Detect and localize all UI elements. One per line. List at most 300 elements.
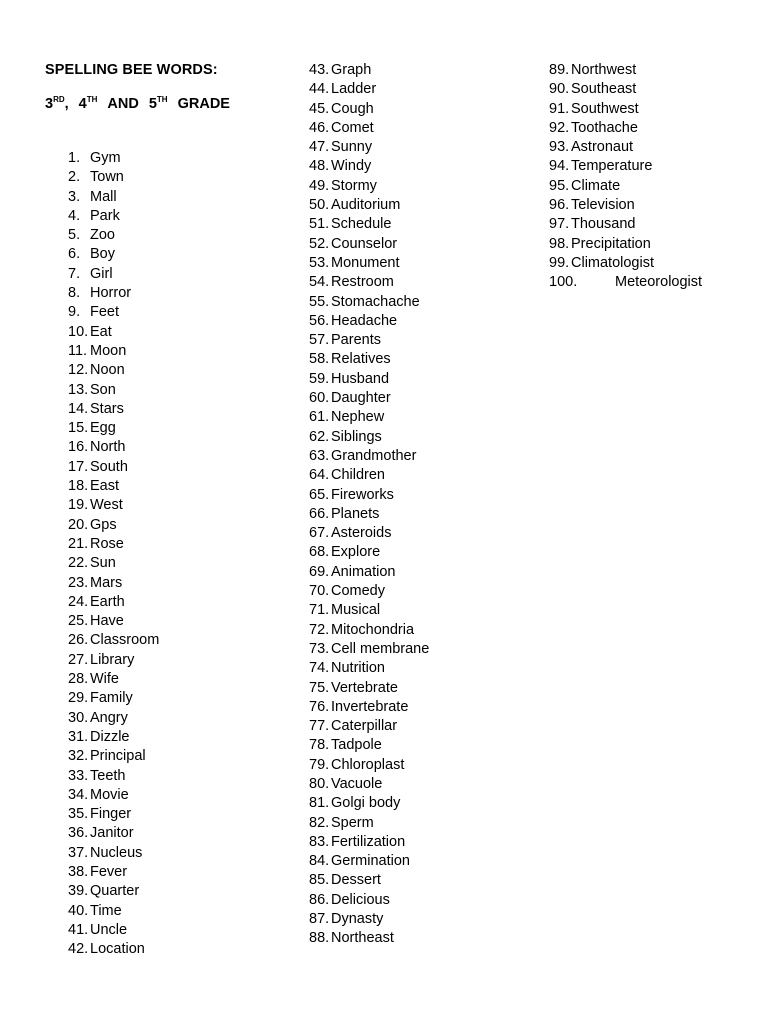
item-number: 78. — [309, 737, 330, 754]
spelling-word: Movie — [90, 786, 129, 803]
list-item — [68, 805, 159, 824]
item-number: 72. — [309, 621, 330, 638]
grade-heading — [45, 96, 230, 112]
item-number: 73. — [309, 640, 330, 657]
item-number: 21. — [68, 535, 89, 552]
list-item — [309, 929, 429, 948]
spelling-word: Horror — [90, 285, 132, 302]
item-number: 88. — [309, 930, 330, 947]
list-item — [309, 293, 429, 312]
spelling-word: Mars — [90, 574, 123, 591]
list-item — [309, 408, 429, 427]
spelling-word: Mall — [90, 188, 117, 205]
list-item — [68, 709, 159, 728]
item-number: 35. — [68, 806, 89, 823]
item-number: 13. — [68, 381, 89, 398]
item-number: 82. — [309, 814, 330, 831]
spelling-word: Nephew — [331, 409, 385, 426]
item-number: 65. — [309, 486, 330, 503]
item-number: 54. — [309, 274, 330, 291]
item-number: 49. — [309, 177, 330, 194]
item-number: 79. — [309, 756, 330, 773]
item-number: 32. — [68, 748, 89, 765]
list-item — [68, 149, 159, 168]
list-item — [549, 177, 702, 196]
list-item — [309, 447, 429, 466]
spelling-word: Rose — [90, 535, 124, 552]
item-number: 59. — [309, 370, 330, 387]
spelling-word: Climate — [571, 177, 621, 194]
list-item — [549, 80, 702, 99]
spelling-word: Relatives — [331, 351, 391, 368]
item-number: 4. — [68, 207, 81, 224]
spelling-word: Animation — [331, 563, 396, 580]
list-item — [309, 331, 429, 350]
grade-4: 4 — [78, 96, 87, 112]
spelling-word: Fireworks — [331, 486, 394, 503]
spelling-word: Northeast — [331, 930, 394, 947]
item-number: 38. — [68, 863, 89, 880]
grade-4-suffix: TH — [86, 95, 98, 104]
item-number: 45. — [309, 100, 330, 117]
item-number: 28. — [68, 671, 89, 688]
grade-separator: , — [64, 96, 69, 112]
list-item — [309, 871, 429, 890]
item-number: 67. — [309, 525, 330, 542]
item-number: 40. — [68, 902, 89, 919]
spelling-word: Precipitation — [571, 235, 651, 252]
list-item — [309, 505, 429, 524]
spelling-word: Asteroids — [331, 525, 392, 542]
item-number: 77. — [309, 718, 330, 735]
spelling-word: Thousand — [571, 216, 636, 233]
spelling-word: Musical — [331, 602, 381, 619]
list-item — [309, 794, 429, 813]
spelling-word: Invertebrate — [331, 698, 409, 715]
spelling-word: Teeth — [90, 767, 126, 784]
list-item — [549, 254, 702, 273]
item-number: 98. — [549, 235, 570, 252]
item-number: 99. — [549, 254, 570, 271]
item-number: 63. — [309, 447, 330, 464]
item-number: 90. — [549, 81, 570, 98]
item-number: 10. — [68, 323, 89, 340]
item-number: 48. — [309, 158, 330, 175]
list-item — [309, 61, 429, 80]
list-item — [309, 814, 429, 833]
list-item — [309, 717, 429, 736]
spelling-word: Library — [90, 651, 135, 668]
spelling-word: Location — [90, 941, 145, 958]
spelling-word: Mitochondria — [331, 621, 415, 638]
spelling-word: Delicious — [331, 891, 390, 908]
spelling-word: Auditorium — [331, 197, 401, 214]
spelling-word: Chloroplast — [331, 756, 405, 773]
item-number: 100. — [549, 274, 578, 291]
list-item — [309, 80, 429, 99]
list-item — [68, 226, 159, 245]
list-item — [68, 496, 159, 515]
list-item — [549, 157, 702, 176]
spelling-word: Toothache — [571, 119, 638, 136]
item-number: 1. — [68, 150, 81, 166]
item-number: 41. — [68, 921, 89, 938]
spelling-word: Town — [90, 169, 124, 186]
grade-5: 5 — [148, 96, 157, 112]
spelling-word: South — [90, 458, 128, 475]
item-number: 20. — [68, 516, 89, 533]
spelling-word: West — [90, 497, 123, 514]
spelling-word: Comedy — [331, 583, 385, 600]
item-number: 5. — [68, 227, 81, 244]
item-number: 84. — [309, 853, 330, 870]
list-item — [309, 466, 429, 485]
item-number: 25. — [68, 613, 89, 630]
item-number: 55. — [309, 293, 330, 310]
spelling-word: Park — [90, 207, 120, 224]
item-number: 87. — [309, 911, 330, 928]
item-number: 22. — [68, 555, 89, 572]
list-item — [68, 612, 159, 631]
list-item — [309, 698, 429, 717]
spelling-word: Have — [90, 613, 124, 630]
spelling-word: Ladder — [331, 81, 377, 98]
item-number: 47. — [309, 139, 330, 156]
spelling-word: Schedule — [331, 216, 392, 233]
spelling-word: Sperm — [331, 814, 374, 831]
spelling-word: Nucleus — [90, 844, 143, 861]
word-list-column-3 — [549, 61, 702, 293]
spelling-word: Uncle — [90, 921, 128, 938]
list-item — [68, 844, 159, 863]
list-item — [68, 381, 159, 400]
item-number: 66. — [309, 505, 330, 522]
spelling-word: Stars — [90, 400, 124, 417]
item-number: 19. — [68, 497, 89, 514]
spelling-word: Restroom — [331, 274, 394, 291]
item-number: 53. — [309, 254, 330, 271]
spelling-word: Egg — [90, 420, 116, 437]
list-item — [309, 370, 429, 389]
list-item — [309, 177, 429, 196]
item-number: 51. — [309, 216, 330, 233]
item-number: 34. — [68, 786, 89, 803]
spelling-word: Northwest — [571, 62, 637, 78]
list-item — [309, 486, 429, 505]
list-item — [309, 582, 429, 601]
spelling-word: Sunny — [331, 139, 373, 156]
item-number: 96. — [549, 197, 570, 214]
item-number: 74. — [309, 660, 330, 677]
spelling-word: Comet — [331, 119, 374, 136]
item-number: 6. — [68, 246, 81, 263]
spelling-word: Fever — [90, 863, 128, 880]
spelling-word: Children — [331, 467, 385, 484]
list-item — [68, 245, 159, 264]
spelling-word: Vacuole — [331, 775, 383, 792]
item-number: 71. — [309, 602, 330, 619]
spelling-word: Dizzle — [90, 728, 130, 745]
list-item — [309, 100, 429, 119]
list-item — [68, 593, 159, 612]
spelling-word: Dessert — [331, 872, 381, 889]
item-number: 33. — [68, 767, 89, 784]
spelling-word: Caterpillar — [331, 718, 398, 735]
list-item — [309, 428, 429, 447]
item-number: 26. — [68, 632, 89, 649]
list-item — [309, 910, 429, 929]
spelling-word: Gps — [90, 516, 117, 533]
item-number: 85. — [309, 872, 330, 889]
spelling-word: North — [90, 439, 126, 456]
spelling-word: Nutrition — [331, 660, 385, 677]
spelling-word: Monument — [331, 254, 400, 271]
list-item — [68, 863, 159, 882]
list-item — [68, 400, 159, 419]
item-number: 46. — [309, 119, 330, 136]
page-title: SPELLING BEE WORDS: — [45, 62, 218, 78]
item-number: 11. — [68, 342, 88, 359]
list-item — [68, 902, 159, 921]
spelling-word: Zoo — [90, 227, 115, 244]
item-number: 42. — [68, 941, 89, 958]
spelling-word: Noon — [90, 362, 125, 379]
list-item — [68, 361, 159, 380]
item-number: 92. — [549, 119, 570, 136]
spelling-word: Siblings — [331, 428, 382, 445]
list-item — [68, 631, 159, 650]
item-number: 81. — [309, 795, 330, 812]
spelling-word: Southwest — [571, 100, 639, 117]
spelling-word: Family — [90, 690, 133, 707]
item-number: 62. — [309, 428, 330, 445]
list-item — [309, 563, 429, 582]
item-number: 3. — [68, 188, 81, 205]
list-item — [309, 659, 429, 678]
list-item — [309, 350, 429, 369]
item-number: 94. — [549, 158, 570, 175]
item-number: 50. — [309, 197, 330, 214]
spelling-word: Feet — [90, 304, 120, 321]
spelling-word: Wife — [90, 671, 119, 688]
item-number: 43. — [309, 62, 330, 78]
list-item — [68, 438, 159, 457]
list-item — [309, 679, 429, 698]
spelling-word: Dynasty — [331, 911, 384, 928]
item-number: 97. — [549, 216, 570, 233]
spelling-word: Stomachache — [331, 293, 420, 310]
item-number: 44. — [309, 81, 330, 98]
item-number: 58. — [309, 351, 330, 368]
spelling-word: Germination — [331, 853, 410, 870]
item-number: 86. — [309, 891, 330, 908]
item-number: 16. — [68, 439, 89, 456]
item-number: 18. — [68, 478, 89, 495]
spelling-word: Eat — [90, 323, 112, 340]
spelling-word: East — [90, 478, 120, 495]
spelling-word: Graph — [331, 62, 372, 78]
list-item — [68, 284, 159, 303]
list-item — [309, 138, 429, 157]
list-item — [68, 342, 159, 361]
list-item — [68, 516, 159, 535]
list-item — [68, 786, 159, 805]
item-number: 76. — [309, 698, 330, 715]
item-number: 24. — [68, 593, 89, 610]
grade-word: GRADE — [177, 96, 230, 112]
list-item — [309, 543, 429, 562]
spelling-word: Headache — [331, 312, 398, 329]
list-item — [309, 891, 429, 910]
list-item — [309, 312, 429, 331]
grade-and: AND — [107, 96, 139, 112]
item-number: 89. — [549, 62, 570, 78]
item-number: 75. — [309, 679, 330, 696]
spelling-word: Windy — [331, 158, 372, 175]
list-item — [309, 756, 429, 775]
spelling-word: Cell membrane — [331, 640, 430, 657]
spelling-word: Angry — [90, 709, 128, 726]
grade-3: 3 — [45, 96, 54, 112]
list-item — [68, 477, 159, 496]
list-item — [68, 767, 159, 786]
list-item — [68, 303, 159, 322]
list-item — [549, 138, 702, 157]
list-item — [68, 554, 159, 573]
list-item — [68, 882, 159, 901]
list-item — [309, 833, 429, 852]
spelling-word: Time — [90, 902, 122, 919]
spelling-word: Explore — [331, 544, 381, 561]
item-number: 7. — [68, 265, 81, 282]
item-number: 23. — [68, 574, 89, 591]
list-item — [68, 574, 159, 593]
list-item — [309, 601, 429, 620]
item-number: 12. — [68, 362, 89, 379]
list-item — [309, 852, 429, 871]
list-item — [309, 254, 429, 273]
item-number: 83. — [309, 833, 330, 850]
word-list-column-1 — [68, 149, 159, 959]
list-item — [549, 196, 702, 215]
list-item — [68, 458, 159, 477]
spelling-word: Earth — [90, 593, 125, 610]
spelling-word: Television — [571, 197, 635, 214]
list-item — [309, 524, 429, 543]
list-item — [68, 323, 159, 342]
spelling-word: Principal — [90, 748, 146, 765]
item-number: 29. — [68, 690, 89, 707]
item-number: 27. — [68, 651, 89, 668]
item-number: 8. — [68, 285, 81, 302]
list-item — [68, 207, 159, 226]
item-number: 57. — [309, 332, 330, 349]
list-item — [68, 921, 159, 940]
grade-3-suffix: RD — [53, 95, 65, 104]
spelling-word: Moon — [90, 342, 127, 359]
spelling-word: Husband — [331, 370, 390, 387]
item-number: 61. — [309, 409, 330, 426]
spelling-word: Finger — [90, 806, 132, 823]
spelling-word: Golgi body — [331, 795, 401, 812]
list-item — [309, 640, 429, 659]
item-number: 31. — [68, 728, 89, 745]
list-item — [549, 100, 702, 119]
list-item — [309, 235, 429, 254]
spelling-word: Tadpole — [331, 737, 382, 754]
spelling-word: Fertilization — [331, 833, 406, 850]
item-number: 2. — [68, 169, 81, 186]
spelling-word: Gym — [90, 150, 121, 166]
list-item — [68, 535, 159, 554]
list-item — [549, 119, 702, 138]
item-number: 30. — [68, 709, 89, 726]
list-item — [309, 196, 429, 215]
item-number: 14. — [68, 400, 89, 417]
item-number: 17. — [68, 458, 89, 475]
item-number: 95. — [549, 177, 570, 194]
spelling-word: Son — [90, 381, 116, 398]
item-number: 56. — [309, 312, 330, 329]
item-number: 93. — [549, 139, 570, 156]
list-item — [309, 215, 429, 234]
word-list-column-2 — [309, 61, 429, 949]
spelling-word: Boy — [90, 246, 115, 263]
list-item — [68, 824, 159, 843]
list-item — [549, 215, 702, 234]
item-number: 91. — [549, 100, 570, 117]
spelling-word: Astronaut — [571, 139, 634, 156]
spelling-word: Planets — [331, 505, 380, 522]
item-number: 64. — [309, 467, 330, 484]
list-item — [68, 419, 159, 438]
item-number: 70. — [309, 583, 330, 600]
list-item — [68, 670, 159, 689]
item-number: 52. — [309, 235, 330, 252]
list-item — [68, 747, 159, 766]
spelling-word: Southeast — [571, 81, 637, 98]
spelling-word: Meteorologist — [615, 274, 703, 291]
list-item — [68, 728, 159, 747]
list-item — [68, 188, 159, 207]
item-number: 80. — [309, 775, 330, 792]
list-item — [309, 273, 429, 292]
spelling-word: Classroom — [90, 632, 160, 649]
spelling-word: Quarter — [90, 883, 140, 900]
spelling-word: Stormy — [331, 177, 377, 194]
spelling-word: Vertebrate — [331, 679, 398, 696]
item-number: 9. — [68, 304, 81, 321]
spelling-word: Counselor — [331, 235, 398, 252]
item-number: 60. — [309, 390, 330, 407]
item-number: 39. — [68, 883, 89, 900]
list-item — [68, 651, 159, 670]
spelling-word: Parents — [331, 332, 381, 349]
item-number: 37. — [68, 844, 89, 861]
spelling-word: Girl — [90, 265, 113, 282]
spelling-word: Daughter — [331, 390, 391, 407]
list-item — [68, 689, 159, 708]
grade-5-suffix: TH — [156, 95, 168, 104]
list-item — [309, 775, 429, 794]
spelling-word: Climatologist — [571, 254, 654, 271]
item-number: 36. — [68, 825, 89, 842]
list-item — [549, 273, 702, 292]
spelling-word: Cough — [331, 100, 374, 117]
spelling-word: Janitor — [90, 825, 134, 842]
list-item — [68, 940, 159, 959]
list-item — [309, 157, 429, 176]
